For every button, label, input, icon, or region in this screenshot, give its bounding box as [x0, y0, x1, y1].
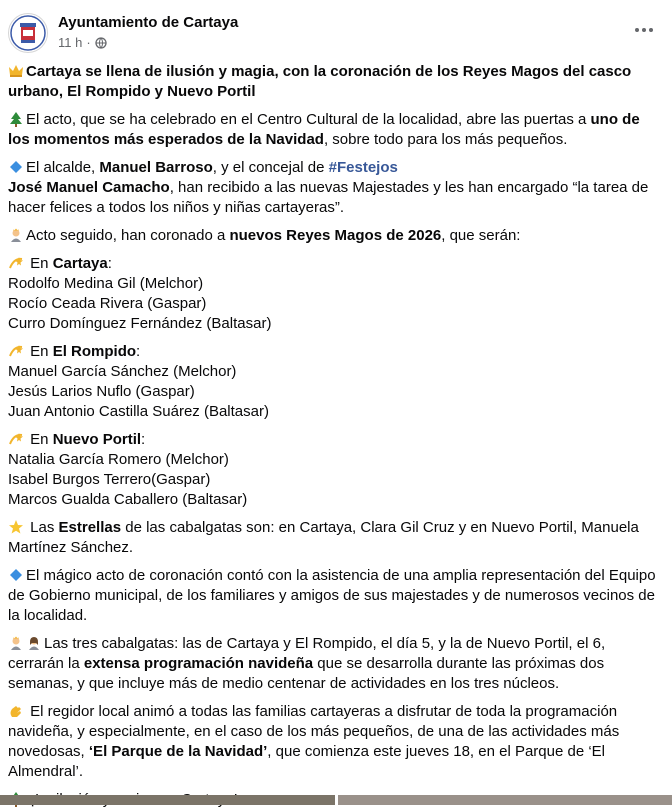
more-icon [634, 27, 654, 33]
blue-diamond-icon [8, 567, 24, 583]
paragraph-regidor: El regidor local animó a todas las familias cartayeras a disfrutar de toda la programación navideña, y especialmente, en el caso de los más pequeños, de una de las actividades más novedosas, ‘El Parque de la Navidad’, que comienza este jueves 18, en el Parque de ‘El Almendral’. [8, 703, 620, 780]
king-name: Juan Antonio Castilla Suárez (Baltasar) [8, 403, 269, 420]
paragraph-coronacion: Acto seguido, han coronado a nuevos Reyes Magos de 2026, que serán: [8, 226, 664, 246]
page-name[interactable]: Ayuntamiento de Cartaya [58, 14, 239, 31]
king-name: Jesús Larios Nuflo (Gaspar) [8, 383, 195, 400]
star-icon [8, 519, 24, 535]
festejos-hashtag-link[interactable]: #Festejos [328, 159, 398, 176]
person-crown-icon [8, 635, 24, 651]
king-name: Manuel García Sánchez (Melchor) [8, 363, 237, 380]
christmas-tree-icon [8, 111, 24, 127]
king-name: Rocío Ceada Rivera (Gaspar) [8, 295, 207, 312]
crown-icon [8, 63, 24, 79]
post-meta [58, 35, 107, 50]
group-heading: En Cartaya: [8, 254, 664, 274]
paragraph-asistencia: El mágico acto de coronación contó con la asistencia de una amplia representación del Equipo de Gobierno municipal, de los familiares y amigos de sus majestades y de numerosos vecinos de la localidad. [8, 567, 656, 624]
blue-diamond-icon [8, 159, 24, 175]
globe-icon [95, 37, 107, 49]
post-header [8, 12, 672, 56]
post-headline: Cartaya se llena de ilusión y magia, con la coronación de los Reyes Magos del casco urbano, El Rompido y Nuevo Portil [8, 63, 632, 100]
group-nuevo-portil [8, 430, 664, 510]
page-avatar[interactable] [8, 13, 48, 53]
dizzy-star-icon [8, 343, 24, 359]
king-name: Marcos Gualda Caballero (Baltasar) [8, 491, 248, 508]
post-text [8, 62, 664, 810]
clapping-hands-icon [8, 703, 24, 719]
paragraph-estrellas: Las Estrellas de las cabalgatas son: en Cartaya, Clara Gil Cruz y en Nuevo Portil, Manuela Martínez Sánchez. [8, 519, 639, 556]
coat-of-arms-logo [9, 14, 47, 52]
meta-separator: · [86, 35, 91, 50]
group-el-rompido [8, 342, 664, 422]
post-photo[interactable] [0, 795, 335, 805]
post-photo[interactable] [338, 795, 672, 805]
group-heading: En Nuevo Portil: [8, 430, 664, 450]
king-name: Isabel Burgos Terrero(Gaspar) [8, 471, 211, 488]
woman-crown-icon [26, 635, 42, 651]
king-name: Natalia García Romero (Melchor) [8, 451, 229, 468]
person-crown-icon [8, 227, 24, 243]
alcalde-line-1: El alcalde, Manuel Barroso, y el concejal de #Festejos [8, 158, 664, 178]
dizzy-star-icon [8, 255, 24, 271]
king-name: Curro Domínguez Fernández (Baltasar) [8, 315, 272, 332]
group-cartaya [8, 254, 664, 334]
more-options-button[interactable] [628, 16, 660, 44]
king-name: Rodolfo Medina Gil (Melchor) [8, 275, 204, 292]
dizzy-star-icon [8, 431, 24, 447]
paragraph-alcalde: El alcalde, Manuel Barroso, y el concejal de #Festejos José Manuel Camacho, han recibido a las nuevas Majestades y les han encargado “la tarea de hacer felices a todos los niños y niñas cartayeras”. [8, 158, 664, 218]
post-photos[interactable] [0, 795, 672, 805]
paragraph-acto: El acto, que se ha celebrado en el Centro Cultural de la localidad, abre las puertas a uno de los momentos más esperados de la Navidad, sobre todo para los más pequeños. [8, 111, 640, 148]
post-time[interactable]: 11 h [58, 35, 83, 50]
group-heading: En El Rompido: [8, 342, 664, 362]
paragraph-cabalgatas: Las tres cabalgatas: las de Cartaya y El Rompido, el día 5, y la de Nuevo Portil, el 6, cerrarán la extensa programación navideña que se desarrolla durante las próximas dos semanas, y que incluye más de medio centenar de actividades en los tres núcleos. [8, 635, 606, 692]
